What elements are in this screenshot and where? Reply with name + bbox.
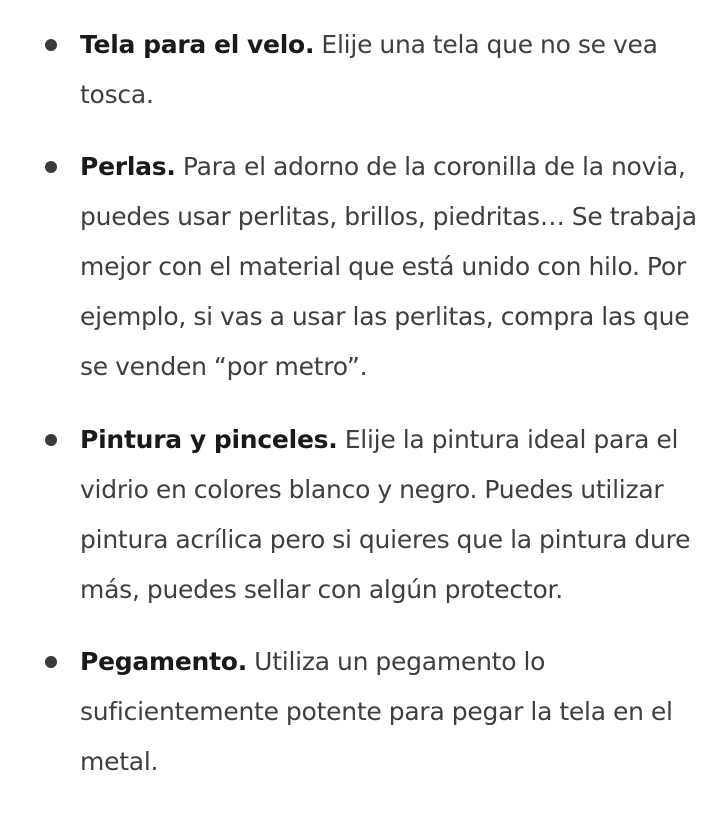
list-item (80, 415, 716, 615)
item-description: Elije una tela que no se vea tosca. (80, 30, 658, 109)
item-description: Utiliza un pegamento lo suficientemente potente para pegar la tela en el metal. (80, 647, 673, 776)
list-item (80, 142, 716, 392)
item-description: Elije la pintura ideal para el vidrio en colores blanco y negro. Puedes utilizar pintura acrílica pero si quieres que la pintura dure más, puedes sellar con algún protector. (80, 425, 691, 604)
bullet-icon (45, 434, 57, 446)
item-term: Tela para el velo. (80, 30, 315, 59)
bullet-icon (45, 39, 57, 51)
item-term: Pegamento. (80, 647, 247, 676)
item-term: Pintura y pinceles. (80, 425, 338, 454)
item-description: Para el adorno de la coronilla de la novia, puedes usar perlitas, brillos, piedritas… Se trabaja mejor con el material que está unido con hilo. Por ejemplo, si vas a usar las perlitas, compra las que se venden “por metro”. (80, 152, 697, 381)
list-item (80, 637, 716, 787)
item-term: Perlas. (80, 152, 176, 181)
bullet-icon (45, 656, 57, 668)
list-item (80, 20, 716, 120)
bullet-icon (45, 161, 57, 173)
